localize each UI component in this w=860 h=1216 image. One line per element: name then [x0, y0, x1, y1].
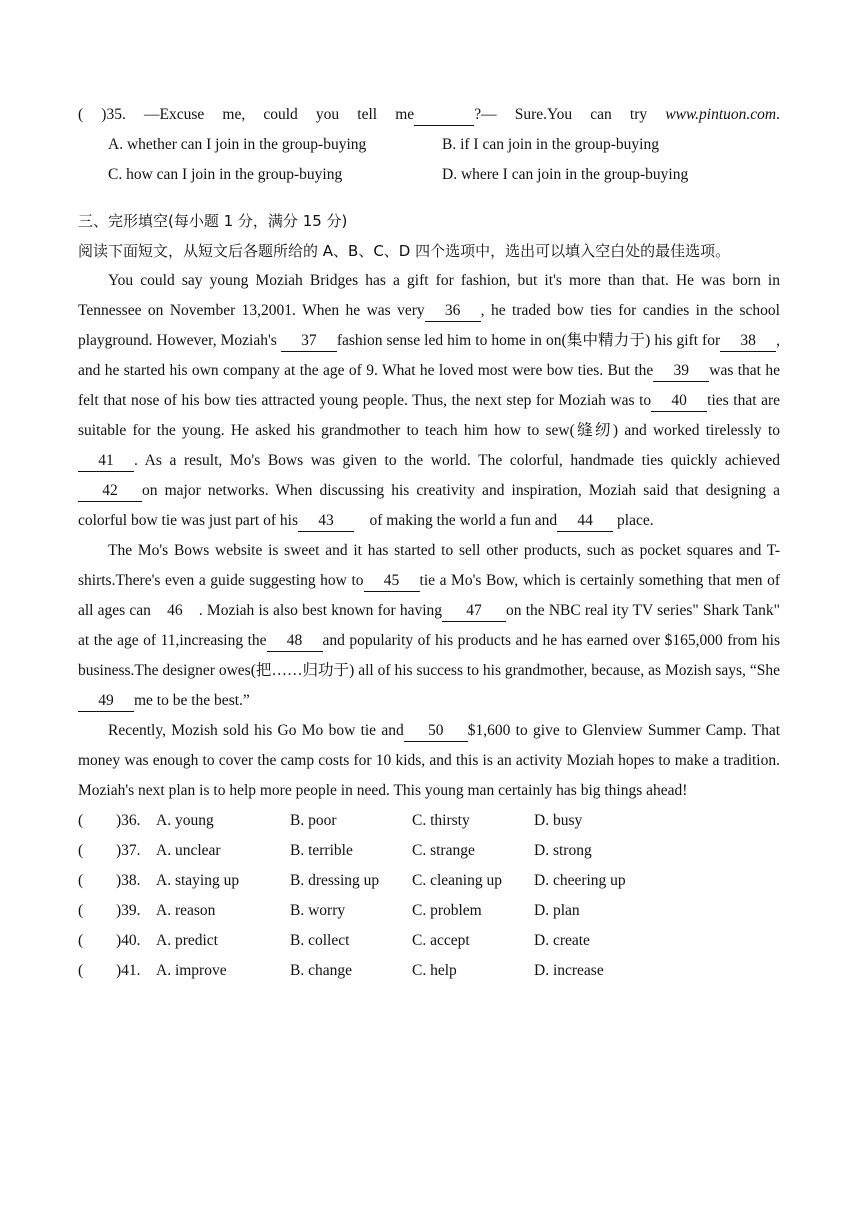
option-c: C. strange — [412, 842, 475, 859]
option-b: B. worry — [290, 902, 346, 919]
option-d: D. busy — [534, 812, 583, 829]
question-list — [78, 806, 780, 986]
option-b: B. change — [290, 962, 352, 979]
blank-46: 46 — [167, 602, 183, 619]
option-d: D. cheering up — [534, 872, 626, 889]
answer-blank — [414, 105, 474, 126]
blank-49: 49 — [78, 691, 134, 712]
passage-text: You could say young Moziah Bridges has a gift for fashion, but it's more than that. He was born in Tennessee on November 13,2001. When he was very — [78, 272, 780, 319]
answer-paren-open: ( — [78, 962, 84, 979]
question-row — [78, 806, 780, 836]
question-num: 37. — [121, 842, 141, 859]
question-35-options-row-1 — [78, 130, 780, 160]
passage-text: . As a result, Mo's Bows was given to the world. The colorful, handmade ties quickly achieved — [134, 452, 780, 469]
passage-text: tie a Mo's Bow, which is certainly something that men of all ages can — [78, 572, 780, 619]
answer-paren-close: ) — [116, 812, 122, 829]
option-d: D. where I can join in the group-buying — [442, 166, 689, 183]
answer-paren-close: ) — [116, 872, 122, 889]
option-c: C. thirsty — [412, 812, 470, 829]
question-35-stem-after: ?— Sure.You can try — [474, 106, 648, 123]
blank-40: 40 — [651, 391, 707, 412]
option-c: C. help — [412, 962, 457, 979]
blank-36: 36 — [425, 301, 481, 322]
option-a: A. improve — [156, 962, 227, 979]
passage-text: and popularity of his products and he has earned over $165,000 from his business.The designer owes(把……归功于) all of his success to his grandmother, because, as Mozish says, “She — [78, 632, 780, 679]
question-number — [78, 866, 156, 896]
answer-paren-open: ( — [78, 842, 84, 859]
passage-text: place. — [617, 512, 654, 529]
passage-text: on the NBC real ity TV series" Shark Tank" at the age of 11,increasing the — [78, 602, 781, 649]
blank-43: 43 — [298, 511, 354, 532]
passage-paragraph-1 — [78, 266, 780, 536]
passage-text: ties that are suitable for the young. He asked his grandmother to teach him how to sew(缝纫) and worked tirelessly to — [78, 392, 780, 439]
option-b: B. collect — [290, 932, 350, 949]
passage-text: fashion sense led him to home in on(集中精力于) his gift for — [336, 332, 721, 349]
option-b: B. terrible — [290, 842, 353, 859]
blank-42: 42 — [78, 481, 142, 502]
answer-paren-open: ( — [78, 872, 84, 889]
question-35-stem: 35. —Excuse me, could you tell me — [106, 106, 415, 123]
question-number — [78, 896, 156, 926]
question-row — [78, 866, 780, 896]
option-c: C. how can I join in the group-buying — [108, 166, 343, 183]
passage-text: on major networks. When discussing his creativity and inspiration, Moziah said that designing a colorful bow tie was just part of his — [78, 482, 780, 529]
answer-paren-open: ( — [78, 812, 84, 829]
blank-37: 37 — [281, 331, 337, 352]
option-b: B. if I can join in the group-buying — [442, 136, 659, 153]
blank-48: 48 — [267, 631, 323, 652]
option-a: A. predict — [156, 932, 218, 949]
answer-paren-open: ( — [78, 932, 84, 949]
answer-paren-open: ( — [78, 902, 84, 919]
answer-paren-close: ) — [116, 932, 122, 949]
option-a: A. unclear — [156, 842, 221, 859]
question-row — [78, 926, 780, 956]
blank-41: 41 — [78, 451, 134, 472]
option-d: D. create — [534, 932, 590, 949]
option-a: A. whether can I join in the group-buying — [108, 136, 367, 153]
blank-44: 44 — [557, 511, 613, 532]
question-35-options-row-2 — [78, 160, 780, 190]
option-b: B. poor — [290, 812, 337, 829]
question-num: 39. — [121, 902, 141, 919]
answer-paren: ( ) — [78, 106, 107, 123]
section-title: 三、完形填空(每小题 1 分，满分 15 分) — [78, 212, 348, 230]
question-35 — [78, 100, 780, 130]
blank-47: 47 — [442, 601, 506, 622]
question-num: 36. — [121, 812, 141, 829]
passage-paragraph-2 — [78, 536, 780, 716]
answer-paren-close: ) — [116, 962, 122, 979]
question-num: 41. — [121, 962, 141, 979]
answer-paren-close: ) — [116, 902, 122, 919]
exam-page — [78, 100, 780, 986]
answer-paren-close: ) — [116, 842, 122, 859]
option-c: C. problem — [412, 902, 482, 919]
option-d: D. increase — [534, 962, 604, 979]
question-num: 40. — [121, 932, 141, 949]
option-d: D. plan — [534, 902, 580, 919]
passage-text: me to be the best.” — [134, 692, 250, 709]
question-number — [78, 956, 156, 986]
option-a: A. young — [156, 812, 214, 829]
website-url: www.pintuon.com — [665, 106, 777, 123]
passage-text: , he traded bow ties for candies in the school playground. However, Moziah's — [78, 302, 780, 349]
option-c: C. cleaning up — [412, 872, 502, 889]
period: . — [776, 106, 780, 123]
blank-45: 45 — [364, 571, 420, 592]
question-num: 38. — [121, 872, 141, 889]
passage-text: Recently, Mozish sold his Go Mo bow tie and — [108, 722, 404, 739]
passage-text: of making the world a fun and — [369, 512, 558, 529]
question-number — [78, 806, 156, 836]
question-row — [78, 836, 780, 866]
passage-text: The Mo's Bows website is sweet and it has started to sell other products, such as pocket squares and T-shirts.There's even a guide suggesting how to — [78, 542, 780, 589]
option-b: B. dressing up — [290, 872, 380, 889]
option-a: A. reason — [156, 902, 216, 919]
section-instruction: 阅读下面短文，从短文后各题所给的 A、B、C、D 四个选项中，选出可以填入空白处的最佳选项。 — [78, 242, 731, 260]
blank-39: 39 — [653, 361, 709, 382]
question-row — [78, 896, 780, 926]
question-number — [78, 926, 156, 956]
blank-38: 38 — [720, 331, 776, 352]
passage-text: $1,600 to give to Glenview Summer Camp. That money was enough to cover the camp costs for 10 kids, and this is an activity Moziah hopes to make a tradition. Moziah's next plan is to help more people in need. This young man certainly has big things ahead! — [78, 722, 781, 799]
question-number — [78, 836, 156, 866]
option-a: A. staying up — [156, 872, 240, 889]
passage-text: was that he felt that nose of his bow ties attracted young people. Thus, the next step for Moziah was to — [78, 362, 780, 409]
option-c: C. accept — [412, 932, 470, 949]
passage-paragraph-3 — [78, 716, 780, 806]
option-d: D. strong — [534, 842, 592, 859]
question-row — [78, 956, 780, 986]
passage-text: , and he started his own company at the age of 9. What he loved most were bow ties. But the — [78, 332, 780, 379]
blank-50: 50 — [404, 721, 468, 742]
passage-text: . Moziah is also best known for having — [198, 602, 443, 619]
